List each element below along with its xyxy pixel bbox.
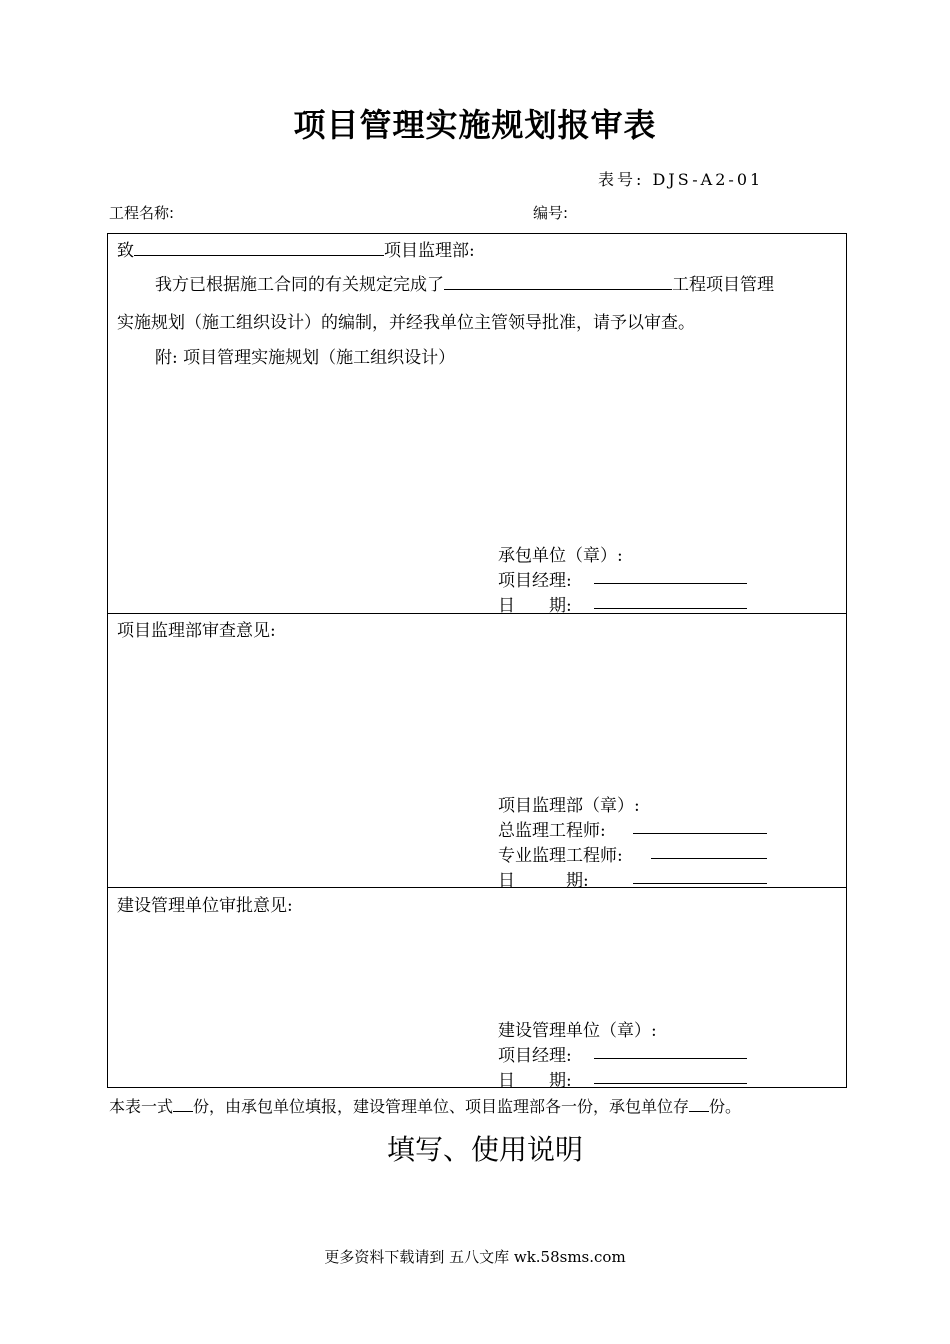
note-text: 份。	[709, 1097, 742, 1116]
retained-copies-field[interactable]	[689, 1093, 709, 1112]
date-field[interactable]	[594, 1083, 747, 1084]
paragraph-text: 我方已根据施工合同的有关规定完成了	[155, 275, 444, 295]
note-text: 本表一式	[109, 1097, 174, 1116]
serial-number-label: 编号:	[533, 204, 569, 222]
project-manager-label: 项目经理:	[498, 571, 572, 591]
note-text: 份，由承包单位填报，建设管理单位、项目监理部各一份，承包单位存	[193, 1097, 690, 1116]
date-label: 日 期:	[498, 1071, 572, 1091]
section-divider	[107, 613, 847, 614]
specialist-engineer-label: 专业监理工程师:	[498, 846, 623, 866]
date-field[interactable]	[594, 608, 747, 609]
project-manager-label: 项目经理:	[498, 1046, 572, 1066]
instructions-heading: 填写、使用说明	[386, 1133, 583, 1166]
date-label: 日 期:	[498, 871, 589, 891]
attachment-line: 附: 项目管理实施规划（施工组织设计）	[155, 348, 456, 368]
paragraph-line-1	[155, 270, 774, 295]
chief-engineer-label: 总监理工程师:	[498, 821, 606, 841]
copies-field[interactable]	[173, 1093, 193, 1112]
addressee-field[interactable]	[134, 237, 384, 256]
contractor-seal-label: 承包单位（章）:	[498, 546, 623, 566]
supervision-seal-label: 项目监理部（章）:	[498, 796, 640, 816]
specialist-engineer-field[interactable]	[651, 858, 767, 859]
section-divider	[107, 887, 847, 888]
project-field[interactable]	[444, 271, 672, 290]
addressee-line	[117, 236, 475, 261]
form-number: 表号: DJS-A2-01	[598, 170, 764, 189]
copies-note	[109, 1093, 741, 1117]
page-title: 项目管理实施规划报审表	[293, 106, 657, 144]
owner-seal-label: 建设管理单位（章）:	[498, 1021, 657, 1041]
to-prefix: 致	[117, 241, 134, 261]
project-manager-field[interactable]	[594, 583, 747, 584]
supervision-review-heading: 项目监理部审查意见:	[117, 621, 276, 641]
project-name-label: 工程名称:	[109, 204, 175, 222]
date-label: 日 期:	[498, 596, 572, 616]
date-field[interactable]	[633, 883, 767, 884]
paragraph-text: 工程项目管理	[672, 275, 774, 295]
footer-link[interactable]: 更多资料下载请到 五八文库 wk.58sms.com	[324, 1248, 626, 1266]
owner-approval-heading: 建设管理单位审批意见:	[117, 896, 293, 916]
project-manager-field[interactable]	[594, 1058, 747, 1059]
to-suffix: 项目监理部:	[384, 241, 475, 261]
chief-engineer-field[interactable]	[633, 833, 767, 834]
paragraph-line-2: 实施规划（施工组织设计）的编制，并经我单位主管领导批准，请予以审查。	[117, 313, 695, 333]
